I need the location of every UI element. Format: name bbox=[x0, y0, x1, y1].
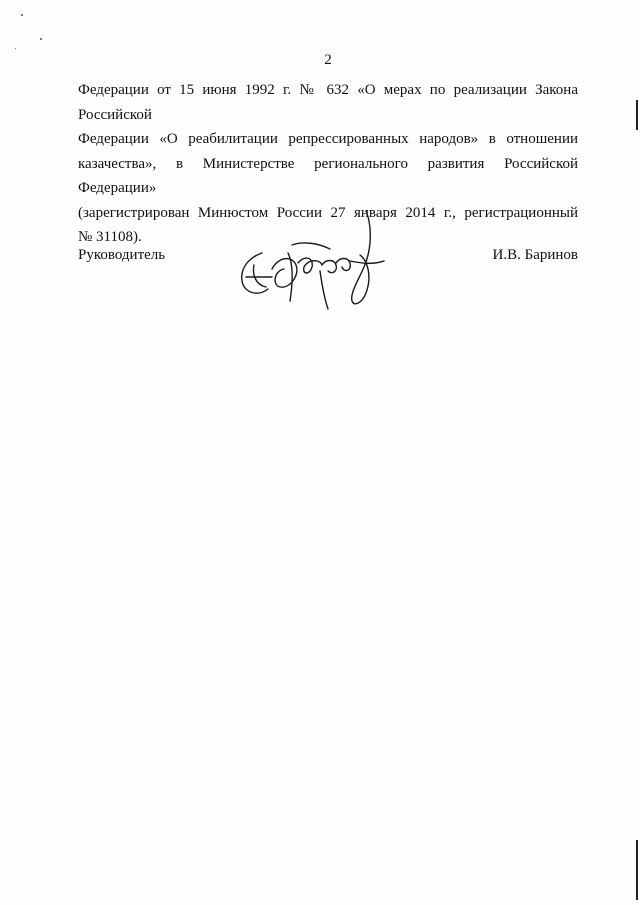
signatory-role: Руководитель bbox=[78, 247, 166, 263]
page-number: 2 bbox=[324, 52, 332, 68]
paragraph-line: № 31108). bbox=[78, 229, 142, 245]
scan-speck bbox=[40, 38, 42, 40]
paragraph-line: Федерации от 15 июня 1992 г. № 632 «О мерах по реализации Закона Российской bbox=[78, 82, 578, 123]
scan-speck bbox=[21, 14, 23, 16]
scan-speck bbox=[15, 48, 16, 49]
paragraph-line: (зарегистрирован Минюстом России 27 января 2014 г., регистрационный bbox=[78, 204, 578, 221]
paragraph-line: Федерации «О реабилитации репрессированных народов» в отношении bbox=[78, 131, 578, 147]
signatory-name: И.В. Баринов bbox=[492, 247, 578, 263]
scan-edge-mark bbox=[636, 100, 638, 130]
handwritten-signature-icon bbox=[232, 205, 392, 315]
scan-edge-mark bbox=[636, 840, 638, 900]
paragraph-line: казачества», в Министерстве регионального развития Российской Федерации» bbox=[78, 155, 578, 196]
